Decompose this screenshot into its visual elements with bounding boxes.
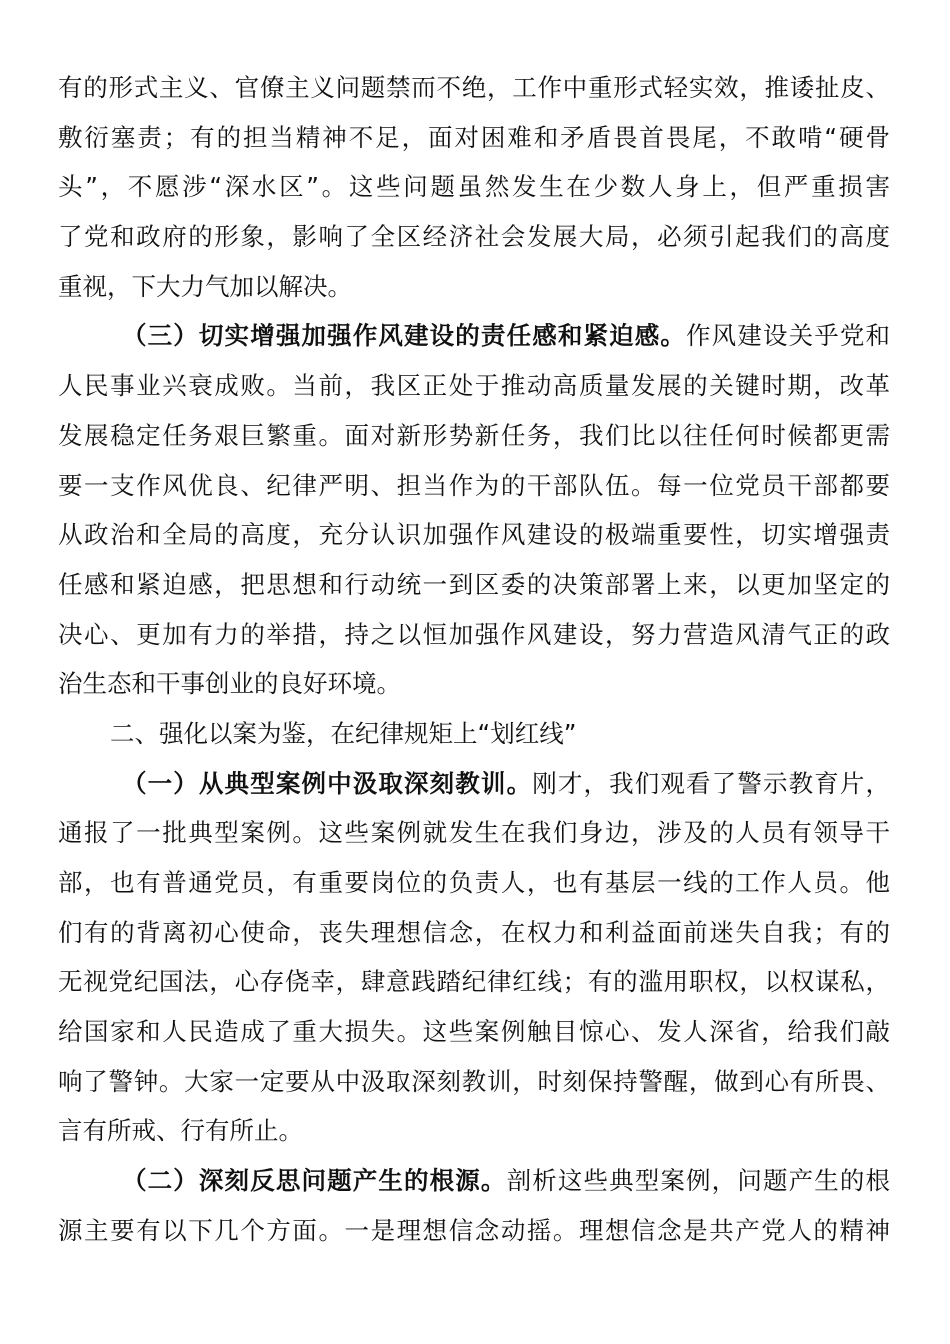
text-line: 头”，不愿涉“深水区”。这些问题虽然发生在少数人身上，但严重损害: [58, 172, 890, 202]
subheading: （二）深刻反思问题产生的根源。: [122, 1166, 507, 1196]
text-line: [58, 1156, 890, 1206]
subheading: （一）从典型案例中汲取深刻教训。: [122, 768, 533, 798]
text-line: 源主要有以下几个方面。一是理想信念动摇。理想信念是共产党人的精神: [58, 1215, 890, 1245]
text-line: 部，也有普通党员，有重要岗位的负责人，也有基层一线的工作人员。他: [58, 868, 890, 897]
paragraph: [58, 1156, 890, 1255]
text-line: 通报了一批典型案例。这些案例就发生在我们身边，涉及的人员有领导干: [58, 818, 890, 848]
section-heading-text: 二、强化以案为鉴，在纪律规矩上“划红线”: [110, 718, 577, 748]
paragraph: [58, 63, 890, 311]
text-run: 刚才，我们观看了警示教育片，: [532, 768, 891, 798]
text-line: 任感和紧迫感，把思想和行动统一到区委的决策部署上来，以更加坚定的: [58, 569, 890, 599]
text-line: 人民事业兴衰成败。当前，我区正处于推动高质量发展的关键时期，改革: [58, 371, 890, 401]
text-line: 敷衍塞责；有的担当精神不足，面对困难和矛盾畏首畏尾，不敢啃“硬骨: [58, 122, 890, 152]
text-line: 决心、更加有力的举措，持之以恒加强作风建设，努力营造风清气正的政: [58, 619, 890, 649]
subheading: （三）切实增强加强作风建设的责任感和紧迫感。: [122, 321, 687, 351]
text-line: 们有的背离初心使命，丧失理想信念，在权力和利益面前迷失自我；有的: [58, 917, 890, 947]
text-run: 剖析这些典型案例，问题产生的根: [506, 1166, 891, 1196]
text-line: 无视党纪国法，心存侥幸，肆意践踏纪律红线；有的滥用职权，以权谋私，: [58, 967, 890, 997]
text-line: 发展稳定任务艰巨繁重。面对新形势新任务，我们比以往任何时候都更需: [58, 420, 890, 450]
paragraph: [58, 759, 890, 1157]
text-line: 言有所戒、行有所止。: [58, 1116, 303, 1146]
text-line: 了党和政府的形象，影响了全区经济社会发展大局，必须引起我们的高度: [58, 222, 890, 252]
text-line: 从政治和全局的高度，充分认识加强作风建设的极端重要性，切实增强责: [58, 520, 890, 550]
text-line: [58, 311, 890, 361]
text-line: 给国家和人民造成了重大损失。这些案例触目惊心、发人深省，给我们敲: [58, 1017, 890, 1047]
section-heading: [58, 709, 890, 759]
text-line: 要一支作风优良、纪律严明、担当作为的干部队伍。每一位党员干部都要: [58, 470, 890, 500]
document-page: [58, 63, 890, 1256]
text-run: 作风建设关乎党和: [686, 321, 891, 351]
paragraph: [58, 311, 890, 709]
text-line: 响了警钟。大家一定要从中汲取深刻教训，时刻保持警醒，做到心有所畏、: [58, 1066, 890, 1096]
text-line: [58, 759, 890, 809]
text-line: 治生态和干事创业的良好环境。: [58, 669, 401, 699]
text-line: 有的形式主义、官僚主义问题禁而不绝，工作中重形式轻实效，推诿扯皮、: [58, 73, 890, 102]
text-line: 重视，下大力气加以解决。: [58, 271, 352, 301]
